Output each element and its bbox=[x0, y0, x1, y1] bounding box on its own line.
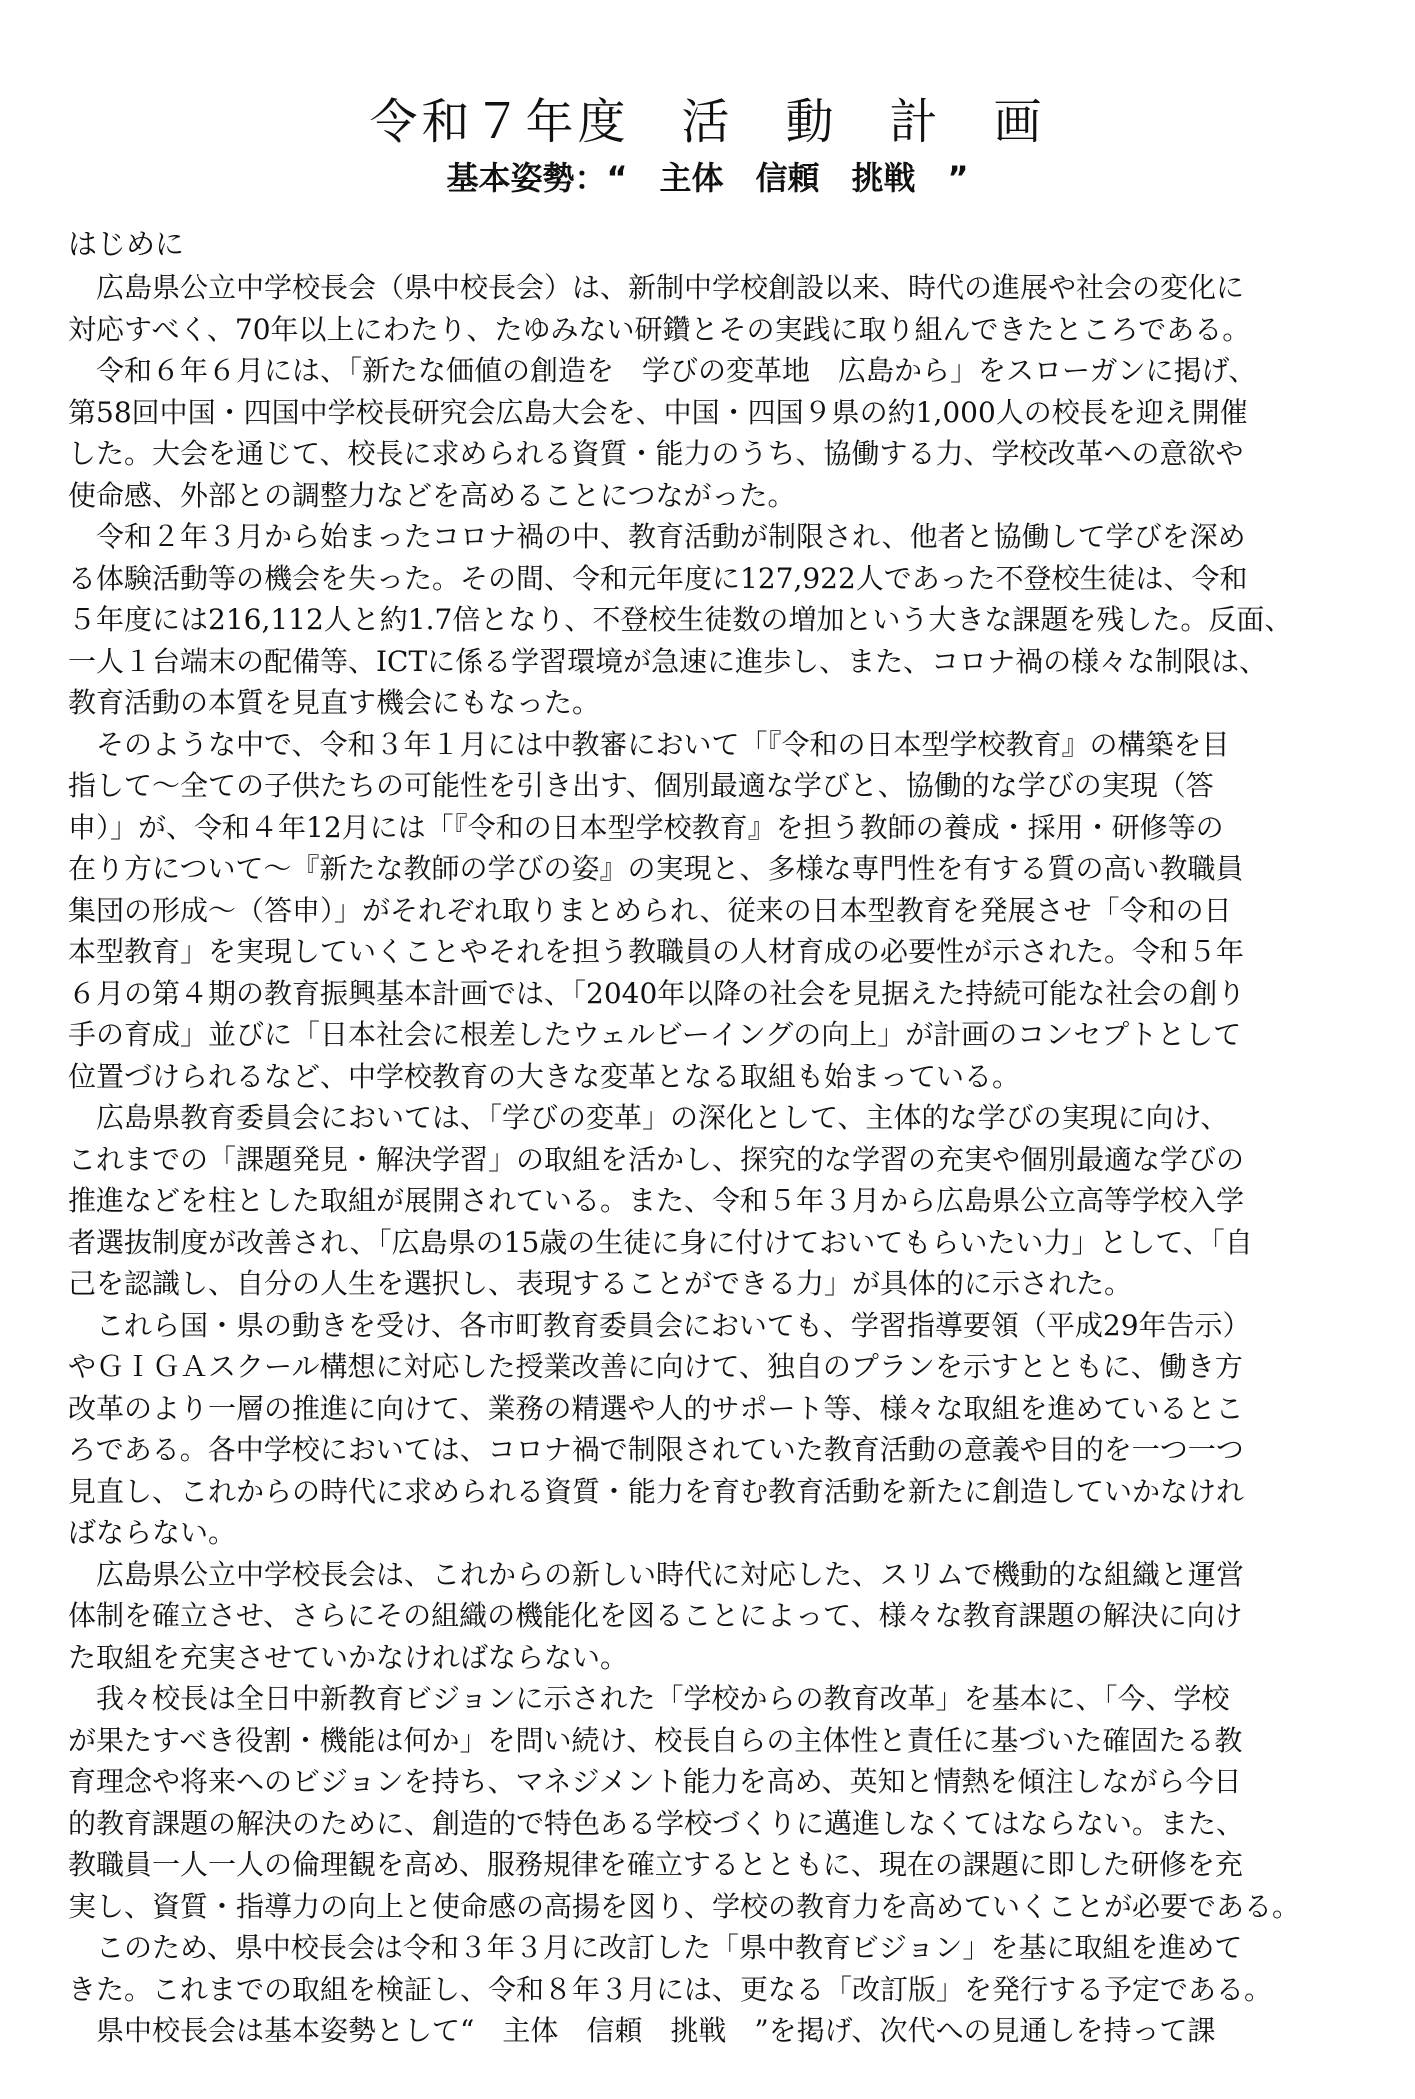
text-line: 育理念や将来へのビジョンを持ち、マネジメント能力を高め、英知と情熱を傾注しながら今日 bbox=[68, 1765, 1242, 1798]
text-line: 集団の形成～（答申）」がそれぞれ取りまとめられ、従来の日本型教育を発展させ「令和の日 bbox=[68, 893, 1232, 927]
text-line: る体験活動等の機会を失った。その間、令和元年度に127,922人であった不登校生徒は、令和 bbox=[68, 561, 1248, 595]
text-line: 改革のより一層の推進に向けて、業務の精選や人的サポート等、様々な取組を進めているとこ bbox=[68, 1391, 1244, 1425]
document-subtitle: 基本姿勢：“ 主体 信頼 挑戦 ” bbox=[446, 159, 969, 197]
text-line: ろである。各中学校においては、コロナ禍で制限されていた教育活動の意義や目的を一つ一つ bbox=[68, 1433, 1244, 1466]
text-line: ５年度には216,112人と約1.7倍となり、不登校生徒数の増加という大きな課題を残した。反面、 bbox=[68, 603, 1293, 636]
text-line: これら国・県の動きを受け、各市町教育委員会においても、学習指導要領（平成29年告示） bbox=[68, 1308, 1251, 1342]
text-line: 対応すべく、70年以上にわたり、たゆみない研鑽とその実践に取り組んできたところである。 bbox=[68, 312, 1251, 346]
text-line: そのような中で、令和３年１月には中教審において「『令和の日本型学校教育』の構築を目 bbox=[68, 727, 1230, 761]
text-line: 広島県教育委員会においては、「学びの変革」の深化として、主体的な学びの実現に向け、 bbox=[68, 1101, 1229, 1134]
text-line: 在り方について～『新たな教師の学びの姿』の実現と、多様な専門性を有する質の高い教職員 bbox=[68, 852, 1244, 885]
text-line: が果たすべき役割・機能は何か」を問い続け、校長自らの主体性と責任に基づいた確固たる教 bbox=[68, 1723, 1243, 1757]
text-line: 体制を確立させ、さらにその組織の機能化を図ることによって、様々な教育課題の解決に向け bbox=[68, 1599, 1243, 1632]
text-line: 本型教育」を実現していくことやそれを担う教職員の人材育成の必要性が示された。令和５年 bbox=[68, 935, 1245, 968]
text-line: 教職員一人一人の倫理観を高め、服務規律を確立するとともに、現在の課題に即した研修を充 bbox=[68, 1848, 1243, 1881]
text-line: 我々校長は全日中新教育ビジョンに示された「学校からの教育改革」を基本に、「今、学校 bbox=[68, 1682, 1230, 1715]
text-line: 広島県公立中学校長会（県中校長会）は、新制中学校創設以来、時代の進展や社会の変化に bbox=[68, 271, 1245, 304]
text-line: た取組を充実させていかなければならない。 bbox=[68, 1640, 629, 1674]
text-line: 一人１台端末の配備等、ICTに係る学習環境が急速に進歩し、また、コロナ禍の様々な制限は、 bbox=[68, 644, 1268, 678]
text-line: 手の育成」並びに「日本社会に根差したウェルビーイングの向上」が計画のコンセプトとして bbox=[68, 1018, 1242, 1051]
body-text bbox=[68, 267, 1358, 2052]
text-line: 者選抜制度が改善され、「広島県の15歳の生徒に身に付けておいてもらいたい力」として、「自 bbox=[68, 1225, 1253, 1259]
text-line: 実し、資質・指導力の向上と使命感の高揚を図り、学校の教育力を高めていくことが必要である。 bbox=[68, 1889, 1301, 1923]
text-line: 使命感、外部との調整力などを高めることにつながった。 bbox=[68, 478, 796, 512]
text-line: 教育活動の本質を見直す機会にもなった。 bbox=[68, 686, 601, 719]
text-line: ばならない。 bbox=[68, 1516, 237, 1549]
text-line: きた。これまでの取組を検証し、令和８年３月には、更なる「改訂版」を発行する予定である。 bbox=[68, 1972, 1273, 2006]
text-line: これまでの「課題発見・解決学習」の取組を活かし、探究的な学習の充実や個別最適な学びの bbox=[68, 1142, 1245, 1176]
text-line: した。大会を通じて、校長に求められる資質・能力のうち、協働する力、学校改革への意欲や bbox=[68, 437, 1244, 470]
text-line: 位置づけられるなど、中学校教育の大きな変革となる取組も始まっている。 bbox=[68, 1059, 1021, 1093]
text-line: 広島県公立中学校長会は、これからの新しい時代に対応した、スリムで機動的な組織と運営 bbox=[68, 1557, 1245, 1591]
text-line: 的教育課題の解決のために、創造的で特色ある学校づくりに邁進しなくてはならない。また、 bbox=[68, 1806, 1245, 1840]
text-line: 申）」が、令和４年12月には「『令和の日本型学校教育』を担う教師の養成・採用・研修等の bbox=[68, 810, 1224, 844]
text-line: 指して～全ての子供たちの可能性を引き出す、個別最適な学びと、協働的な学びの実現（答 bbox=[68, 769, 1214, 802]
text-line: 県中校長会は基本姿勢として“ 主体 信頼 挑戦 ”を掲げ、次代への見通しを持って課 bbox=[68, 2014, 1216, 2047]
text-line: 見直し、これからの時代に求められる資質・能力を育む教育活動を新たに創造していかなけれ bbox=[68, 1474, 1245, 1508]
text-line: 己を認識し、自分の人生を選択し、表現することができる力」が具体的に示された。 bbox=[68, 1267, 1133, 1300]
text-line: 令和２年３月から始まったコロナ禍の中、教育活動が制限され、他者と協働して学びを深め bbox=[68, 520, 1246, 553]
text-line: 推進などを柱とした取組が展開されている。また、令和５年３月から広島県公立高等学校入学 bbox=[68, 1184, 1245, 1217]
text-line: このため、県中校長会は令和３年３月に改訂した「県中教育ビジョン」を基に取組を進めて bbox=[68, 1931, 1243, 1964]
text-line: ６月の第４期の教育振興基本計画では、「2040年以降の社会を見据えた持続可能な社会の創り bbox=[68, 976, 1246, 1010]
document-title: 令和７年度 活 動 計 画 bbox=[369, 94, 1046, 151]
text-line: やＧＩＧＡスクール構想に対応した授業改善に向けて、独自のプランを示すとともに、働き方 bbox=[68, 1350, 1243, 1383]
text-line: 第58回中国・四国中学校長研究会広島大会を、中国・四国９県の約1,000人の校長を迎え開催 bbox=[68, 395, 1248, 429]
section-heading: はじめに bbox=[68, 227, 185, 261]
text-line: 令和６年６月には、「新たな価値の創造を 学びの変革地 広島から」をスローガンに掲げ、 bbox=[68, 354, 1257, 387]
